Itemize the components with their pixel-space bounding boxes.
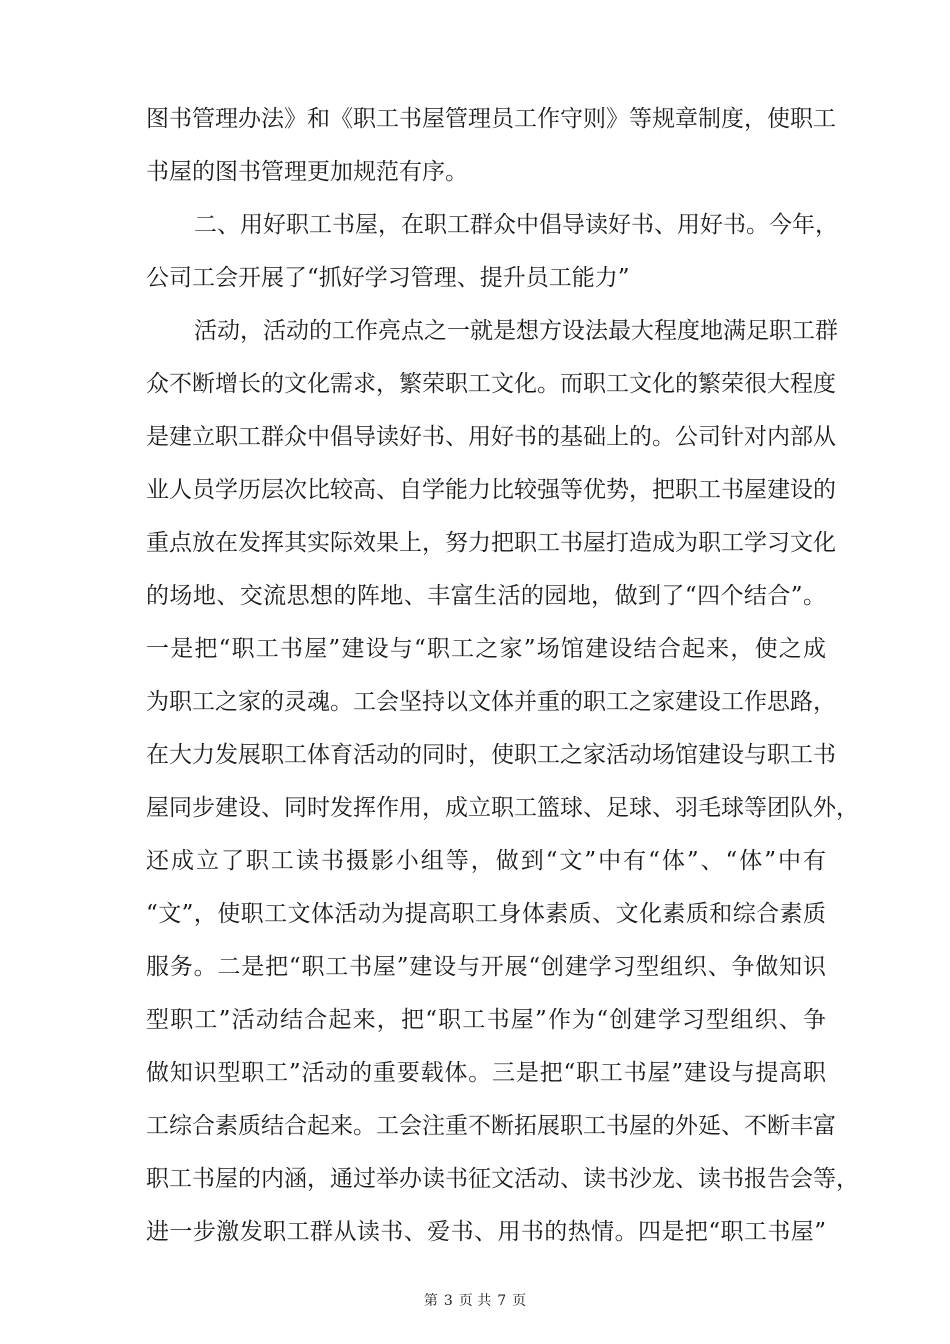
text-line: 业人员学历层次比较高、自学能力比较强等优势，把职工书屋建设的 (146, 477, 836, 503)
footer-middle: 页 共 (458, 1293, 492, 1309)
text-line: 为职工之家的灵魂。工会坚持以文体并重的职工之家建设工作思路， (146, 689, 836, 715)
page-footer (0, 1292, 950, 1310)
text-line: 重点放在发挥其实际效果上，努力把职工书屋打造成为职工学习文化 (146, 530, 836, 556)
paragraph-start-line: 活动，活动的工作亮点之一就是想方设法最大程度地满足职工群 (194, 318, 838, 344)
footer-prefix: 第 (423, 1293, 438, 1309)
text-line: 在大力发展职工体育活动的同时，使职工之家活动场馆建设与职工书 (146, 742, 836, 768)
footer-suffix: 页 (512, 1293, 527, 1309)
text-line: 屋同步建设、同时发挥作用，成立职工篮球、足球、羽毛球等团队外， (146, 795, 859, 821)
text-line: 公司工会开展了“抓好学习管理、提升员工能力” (146, 265, 630, 291)
text-line: 服务。二是把“职工书屋”建设与开展“创建学习型组织、争做知识 (146, 954, 826, 980)
text-line: “文”，使职工文体活动为提高职工身体素质、文化素质和综合素质 (146, 901, 826, 927)
paragraph-start-line: 二、用好职工书屋，在职工群众中倡导读好书、用好书。今年， (194, 212, 838, 238)
text-line: 图书管理办法》和《职工书屋管理员工作守则》等规章制度，使职工 (146, 106, 836, 132)
text-line: 进一步激发职工群从读书、爱书、用书的热情。四是把“职工书屋” (146, 1219, 826, 1245)
text-line: 书屋的图书管理更加规范有序。 (146, 159, 468, 185)
current-page-number: 3 (443, 1293, 453, 1309)
text-line: 工综合素质结合起来。工会注重不断拓展职工书屋的外延、不断丰富 (146, 1113, 836, 1139)
text-line: 还成立了职工读书摄影小组等，做到“文”中有“体”、“体”中有 (146, 848, 826, 874)
text-line: 职工书屋的内涵，通过举办读书征文活动、读书沙龙、读书报告会等， (146, 1166, 859, 1192)
text-line: 型职工”活动结合起来，把“职工书屋”作为“创建学习型组织、争 (146, 1007, 826, 1033)
text-line: 众不断增长的文化需求，繁荣职工文化。而职工文化的繁荣很大程度 (146, 371, 836, 397)
text-line: 一是把“职工书屋”建设与“职工之家”场馆建设结合起来，使之成 (146, 636, 826, 662)
text-line: 做知识型职工”活动的重要载体。三是把“职工书屋”建设与提高职 (146, 1060, 826, 1086)
text-line: 的场地、交流思想的阵地、丰富生活的园地，做到了“四个结合”。 (146, 583, 826, 609)
total-pages-number: 7 (497, 1293, 507, 1309)
text-line: 是建立职工群众中倡导读好书、用好书的基础上的。公司针对内部从 (146, 424, 836, 450)
